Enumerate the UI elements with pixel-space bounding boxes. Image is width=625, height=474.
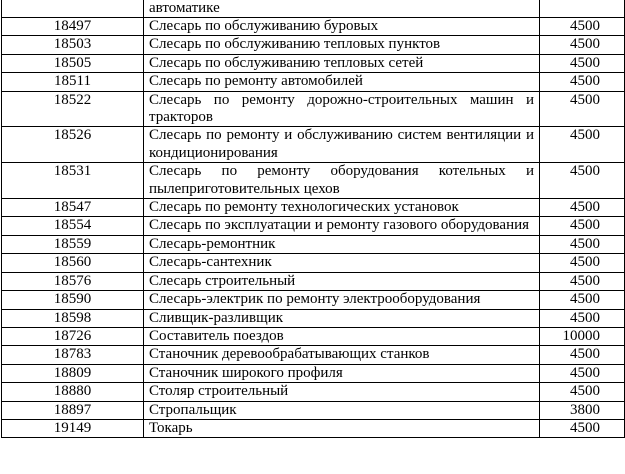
- profession-name: Слесарь по обслуживанию буровых: [144, 18, 540, 36]
- table-row-continuation: [2, 0, 625, 18]
- table-body: [2, 0, 625, 438]
- table-row: [2, 254, 625, 272]
- profession-code: [2, 0, 144, 18]
- table-row: [2, 73, 625, 91]
- profession-name: Столяр строительный: [144, 383, 540, 401]
- profession-value: 4500: [540, 199, 625, 217]
- profession-name: Слесарь по эксплуатации и ремонту газового оборудования: [144, 217, 540, 235]
- profession-value: 4500: [540, 346, 625, 364]
- profession-code: 19149: [2, 419, 144, 437]
- profession-code: 18880: [2, 383, 144, 401]
- profession-name: Слесарь по ремонту и обслуживанию систем вентиляции и кондиционирования: [144, 127, 540, 163]
- profession-value: [540, 0, 625, 18]
- profession-name: Слесарь-ремонтник: [144, 235, 540, 253]
- table-row: [2, 383, 625, 401]
- profession-value: 4500: [540, 364, 625, 382]
- table-row: [2, 364, 625, 382]
- profession-name: Слесарь по обслуживанию тепловых пунктов: [144, 36, 540, 54]
- profession-name: Слесарь строительный: [144, 272, 540, 290]
- table-row: [2, 127, 625, 163]
- profession-code: 18554: [2, 217, 144, 235]
- table-row: [2, 36, 625, 54]
- profession-name: Стропальщик: [144, 401, 540, 419]
- profession-value: 4500: [540, 383, 625, 401]
- table-row: [2, 291, 625, 309]
- profession-value: 4500: [540, 127, 625, 163]
- table-row: [2, 309, 625, 327]
- profession-value: 4500: [540, 217, 625, 235]
- profession-value: 4500: [540, 254, 625, 272]
- profession-value: 4500: [540, 91, 625, 127]
- profession-name: Сливщик-разливщик: [144, 309, 540, 327]
- table-row: [2, 91, 625, 127]
- profession-name: Токарь: [144, 419, 540, 437]
- profession-value: 4500: [540, 419, 625, 437]
- profession-code: 18497: [2, 18, 144, 36]
- table-row: [2, 199, 625, 217]
- profession-code: 18503: [2, 36, 144, 54]
- profession-value: 4500: [540, 291, 625, 309]
- profession-value: 4500: [540, 18, 625, 36]
- profession-code: 18598: [2, 309, 144, 327]
- table-row: [2, 18, 625, 36]
- table-row: [2, 346, 625, 364]
- profession-name: Составитель поездов: [144, 327, 540, 345]
- profession-name: Станочник деревообрабатывающих станков: [144, 346, 540, 364]
- table-row: [2, 54, 625, 72]
- table-row: [2, 272, 625, 290]
- profession-value: 4500: [540, 54, 625, 72]
- profession-value: 10000: [540, 327, 625, 345]
- profession-value: 4500: [540, 235, 625, 253]
- profession-code: 18590: [2, 291, 144, 309]
- profession-code: 18897: [2, 401, 144, 419]
- profession-name: Слесарь-сантехник: [144, 254, 540, 272]
- profession-name: Слесарь по обслуживанию тепловых сетей: [144, 54, 540, 72]
- table-row: [2, 401, 625, 419]
- profession-code: 18726: [2, 327, 144, 345]
- profession-name: Слесарь по ремонту оборудования котельных и пылеприготовительных цехов: [144, 163, 540, 199]
- profession-value: 4500: [540, 163, 625, 199]
- profession-value: 4500: [540, 309, 625, 327]
- profession-name: Станочник широкого профиля: [144, 364, 540, 382]
- profession-code: 18576: [2, 272, 144, 290]
- profession-code: 18559: [2, 235, 144, 253]
- table-row: [2, 217, 625, 235]
- profession-value: 3800: [540, 401, 625, 419]
- profession-name: Слесарь по ремонту автомобилей: [144, 73, 540, 91]
- table-row: [2, 419, 625, 437]
- profession-code: 18547: [2, 199, 144, 217]
- salary-table: [1, 0, 625, 438]
- profession-name: Слесарь по ремонту дорожно-строительных машин и тракторов: [144, 91, 540, 127]
- profession-code: 18531: [2, 163, 144, 199]
- profession-code: 18783: [2, 346, 144, 364]
- profession-name: автоматике: [144, 0, 540, 18]
- profession-value: 4500: [540, 36, 625, 54]
- table-row: [2, 327, 625, 345]
- profession-value: 4500: [540, 73, 625, 91]
- table-row: [2, 163, 625, 199]
- table-row: [2, 235, 625, 253]
- profession-name: Слесарь-электрик по ремонту электрооборудования: [144, 291, 540, 309]
- profession-code: 18511: [2, 73, 144, 91]
- profession-name: Слесарь по ремонту технологических установок: [144, 199, 540, 217]
- profession-value: 4500: [540, 272, 625, 290]
- profession-code: 18526: [2, 127, 144, 163]
- profession-code: 18560: [2, 254, 144, 272]
- profession-code: 18809: [2, 364, 144, 382]
- profession-code: 18522: [2, 91, 144, 127]
- profession-code: 18505: [2, 54, 144, 72]
